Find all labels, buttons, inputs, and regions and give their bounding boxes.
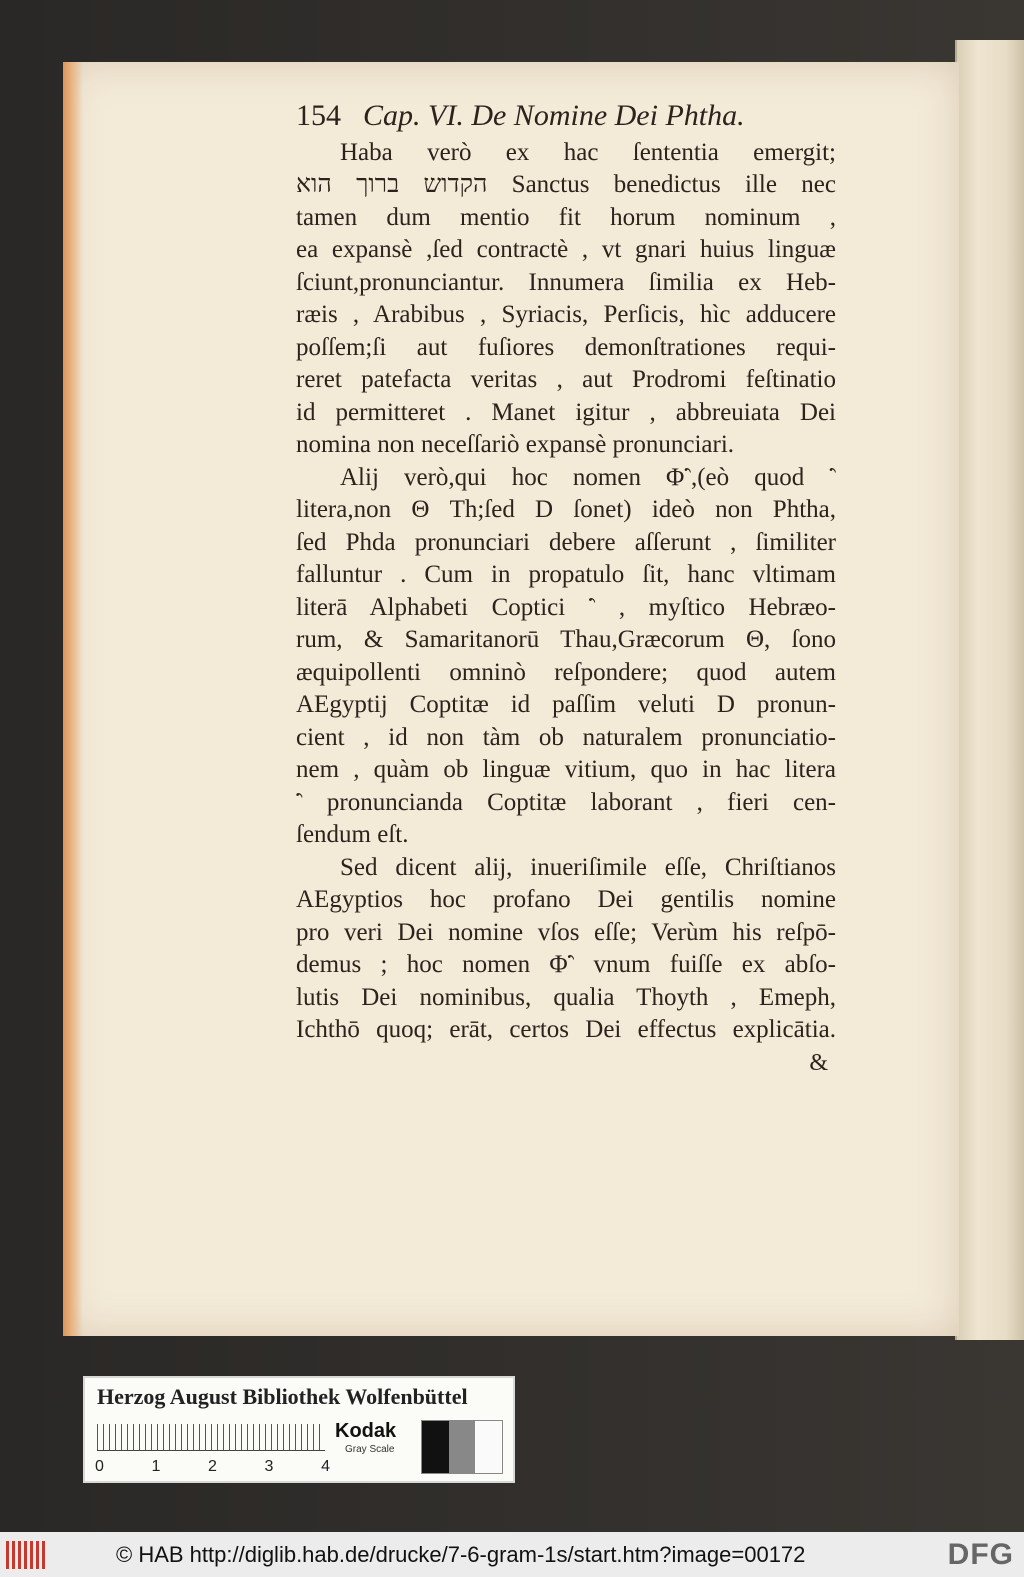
swatch-gray: [449, 1421, 476, 1473]
catchword: &: [809, 1049, 828, 1076]
library-name: Herzog August Bibliothek Wolfenbüttel: [97, 1384, 468, 1409]
footer-bar: [0, 1532, 1024, 1577]
kodak-logo: Kodak: [335, 1420, 397, 1442]
barcode-icon: [6, 1541, 46, 1569]
running-head-title: Cap. VI. De Nomine Dei Phtha.: [363, 99, 745, 132]
ruler-numbers: [95, 1458, 330, 1476]
text-line: AEgyptij Coptitæ id paſſim veluti D pronun-: [296, 691, 836, 718]
text-line: litera,non Θ Th;ſed D ſonet) ideò non Phtha,: [296, 496, 836, 523]
text-line: Alij verò,qui hoc nomen Φ⳿,(eò quod ⳿: [340, 463, 836, 491]
footer-link[interactable]: © HAB http://diglib.hab.de/drucke/7-6-gram-1s/start.htm?image=00172: [116, 1541, 806, 1567]
text-line: Sed dicent alij, inueriſimile eſſe, Chriſtianos: [340, 853, 836, 881]
text-line: Ichthō quoq; erāt, certos Dei effectus explicātia.: [296, 1016, 836, 1043]
text-line: nomina non neceſſariò expansè pronunciari.: [296, 431, 735, 458]
color-calibration-card: [83, 1376, 515, 1483]
text-line: ſciunt,pronunciantur. Innumera ſimilia ex Heb-: [296, 268, 836, 296]
text-line: cient , id non tàm ob naturalem pronunciatio-: [296, 723, 836, 751]
running-header: [296, 100, 836, 133]
swatch-black: [422, 1421, 449, 1473]
text-line: falluntur . Cum in propatulo ſit, hanc vltimam: [296, 561, 836, 588]
folio-number: 154: [296, 99, 341, 132]
text-line: nem , quàm ob linguæ vitium, quo in hac litera: [296, 756, 836, 783]
ruler-scale: [97, 1424, 325, 1451]
dfg-logo: DFG: [947, 1537, 1014, 1571]
gray-scale-label: Gray Scale: [345, 1444, 395, 1455]
text-line: reret patefacta veritas , aut Prodromi feſtinatio: [296, 366, 836, 393]
text-line: ræis , Arabibus , Syriacis, Perſicis, hìc adducere: [296, 301, 836, 328]
text-line: poſſem;ſi aut fuſiores demonſtrationes requi-: [296, 333, 836, 361]
text-line: demus ; hoc nomen Φ⳿ vnum fuiſſe ex abſo-: [296, 951, 836, 978]
ruler-number: 4: [321, 1458, 330, 1475]
text-line: ſed Phda pronunciari debere aſſerunt , ſimiliter: [296, 528, 836, 556]
ruler-number: 0: [95, 1458, 104, 1475]
text-line: הקדוש ברוך הוא Sanctus benedictus ille nec: [296, 171, 836, 198]
text-line: ſendum eſt.: [296, 821, 409, 848]
text-line: literā Alphabeti Coptici ⳿ , myſtico Hebræo-: [296, 593, 836, 621]
body-text: [296, 137, 836, 1047]
ruler-number: 3: [264, 1458, 274, 1475]
text-line: ea expansè ,ſed contractè , vt gnari huius linguæ: [296, 236, 836, 263]
text-line: tamen dum mentio fit horum nominum ,: [296, 203, 836, 231]
gray-swatches: [421, 1420, 503, 1474]
text-line: AEgyptios hoc profano Dei gentilis nomine: [296, 886, 836, 913]
swatch-white: [475, 1421, 502, 1473]
adjacent-page-edge: [955, 40, 1024, 1340]
page-text-block: [296, 100, 836, 1079]
text-line: pro veri Dei nomine vſos eſſe; Verùm his reſpō-: [296, 918, 836, 946]
text-line: ⳿ pronuncianda Coptitæ laborant , fieri cen-: [296, 788, 836, 816]
text-line: id permitteret . Manet igitur , abbreuiata Dei: [296, 398, 836, 426]
page-fore-edge: [63, 62, 83, 1336]
ruler-number: 1: [151, 1458, 161, 1475]
text-line: lutis Dei nominibus, qualia Thoyth , Emeph,: [296, 983, 836, 1011]
text-line: Haba verò ex hac ſententia emergit;: [340, 138, 836, 166]
text-line: æquipollenti omninò reſpondere; quod autem: [296, 658, 836, 686]
text-line: rum, & Samaritanorū Thau,Græcorum Θ, ſono: [296, 626, 836, 653]
ruler-number: 2: [208, 1458, 217, 1475]
